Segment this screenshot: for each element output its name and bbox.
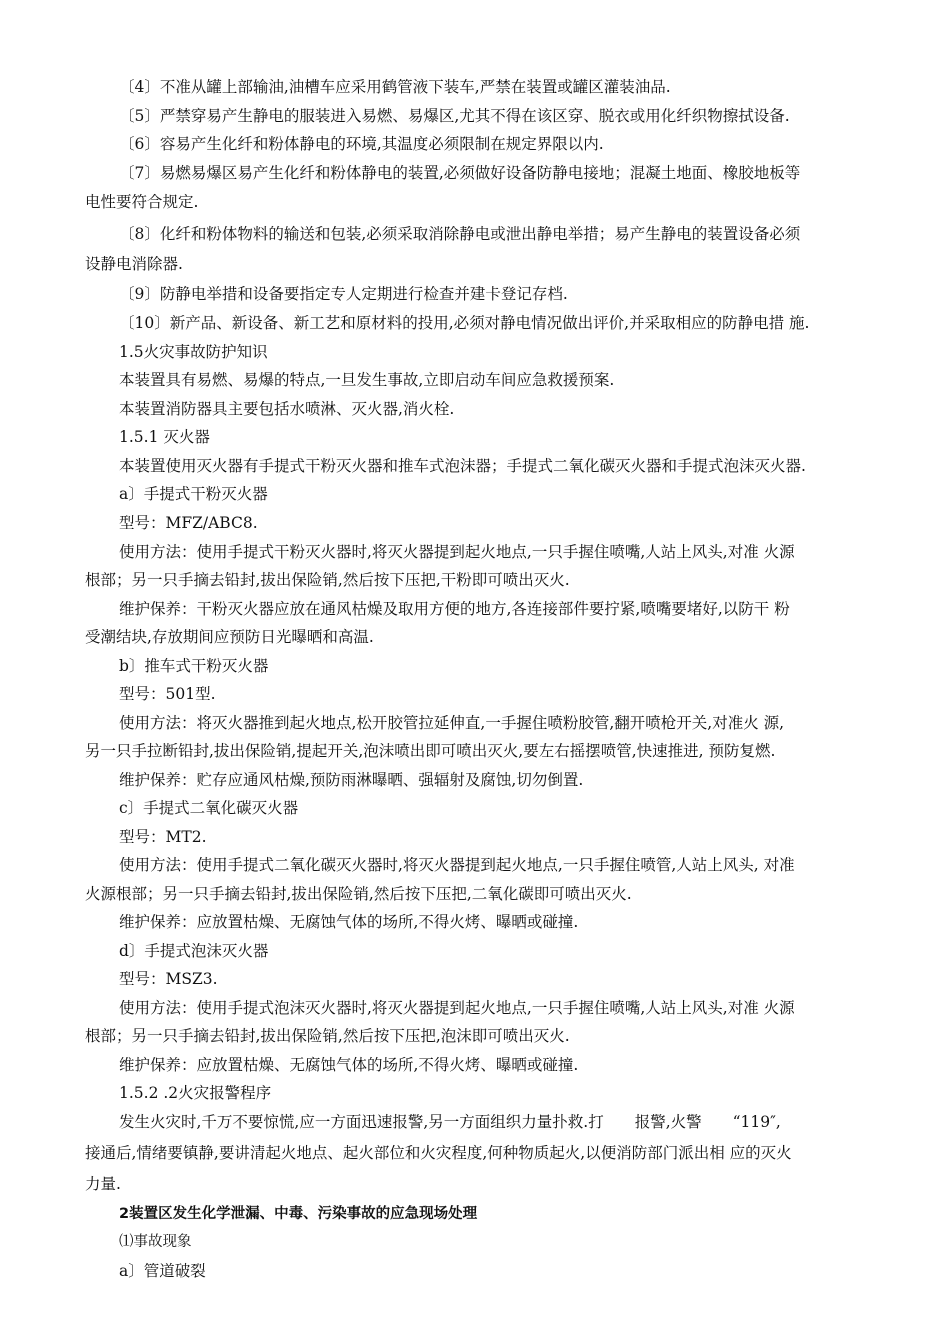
item-heading: c〕手提式二氧化碳灭火器 <box>119 799 299 817</box>
item-heading: d〕手提式泡沫灭火器 <box>119 942 269 960</box>
text-line: 力量. <box>85 1175 121 1193</box>
text-line: 维护保养：干粉灭火器应放在通风枯燥及取用方便的地方,各连接部件要拧紧,喷嘴要堵好,以防干 粉 <box>119 600 790 618</box>
text-line: 维护保养：应放置枯燥、无腐蚀气体的场所,不得火烤、曝晒或碰撞. <box>119 1056 579 1074</box>
text-line: 使用方法：使用手提式二氧化碳灭火器时,将灭火器提到起火地点,一只手握住喷管,人站上风头, 对准 <box>119 856 795 874</box>
text-line: 〔4〕不准从罐上部输油,油槽车应采用鹤管液下装车,严禁在装置或罐区灌装油品. <box>119 78 671 96</box>
text-line: 电性要符合规定. <box>85 193 199 211</box>
section-heading: 1.5.2 .2火灾报警程序 <box>119 1084 272 1102</box>
item-heading: a〕管道破裂 <box>119 1262 206 1280</box>
text-line: 型号：MT2. <box>119 828 207 846</box>
text-line: 另一只手拉断铅封,拔出保险销,提起开关,泡沫喷出即可喷出灭火,要左右摇摆喷管,快速推进, 预防复燃. <box>85 742 776 760</box>
text-line: 维护保养：贮存应通风枯燥,预防雨淋曝晒、强辐射及腐蚀,切勿倒置. <box>119 771 584 789</box>
text-line: 使用方法：将灭火器推到起火地点,松开胶管拉延伸直,一手握住喷粉胶管,翻开喷枪开关,对准火 源, <box>119 714 785 732</box>
text-line: 型号：MFZ/ABC8. <box>119 514 258 532</box>
chapter-heading: 2装置区发生化学泄漏、中毒、污染事故的应急现场处理 <box>119 1206 478 1222</box>
text-line: 〔8〕化纤和粉体物料的输送和包装,必须采取消除静电或泄出静电举措；易产生静电的装置设备必须 <box>119 225 801 243</box>
text-line: 〔5〕严禁穿易产生静电的服装进入易燃、易爆区,尤其不得在该区穿、脱衣或用化纤织物擦拭设备. <box>119 107 790 125</box>
text-line: 〔7〕易燃易爆区易产生化纤和粉体静电的装置,必须做好设备防静电接地；混凝土地面、橡胶地板等 <box>119 164 801 182</box>
text-line: 使用方法：使用手提式干粉灭火器时,将灭火器提到起火地点,一只手握住喷嘴,人站上风头,对准 火源 <box>119 543 795 561</box>
section-heading: 1.5.1 灭火器 <box>119 428 210 446</box>
text-line: 〔6〕容易产生化纤和粉体静电的环境,其温度必须限制在规定界限以内. <box>119 135 604 153</box>
text-line: 发生火灾时,千万不要惊慌,应一方面迅速报警,另一方面组织力量扑救.打 报警,火警 “119″, <box>119 1113 781 1131</box>
text-line: 火源根部；另一只手摘去铅封,拔出保险销,然后按下压把,二氧化碳即可喷出灭火. <box>85 885 632 903</box>
text-line: 接通后,情绪要镇静,要讲清起火地点、起火部位和火灾程度,何种物质起火,以便消防部门派出相 应的灭火 <box>85 1144 792 1162</box>
text-line: 型号：501型. <box>119 685 216 703</box>
subsection-heading: ⑴事故现象 <box>119 1234 192 1250</box>
text-line: 根部；另一只手摘去铅封,拔出保险销,然后按下压把,泡沫即可喷出灭火. <box>85 1027 570 1045</box>
text-line: 型号：MSZ3. <box>119 970 218 988</box>
text-line: 受潮结块,存放期间应预防日光曝晒和高温. <box>85 628 374 646</box>
text-line: 维护保养：应放置枯燥、无腐蚀气体的场所,不得火烤、曝晒或碰撞. <box>119 913 579 931</box>
text-line: 〔9〕防静电举措和设备要指定专人定期进行检查并建卡登记存档. <box>119 285 568 303</box>
item-heading: b〕推车式干粉灭火器 <box>119 657 269 675</box>
text-line: 〔10〕新产品、新设备、新工艺和原材料的投用,必须对静电情况做出评价,并采取相应的防静电措 施. <box>119 314 810 332</box>
text-line: 本装置具有易燃、易爆的特点,一旦发生事故,立即启动车间应急救援预案. <box>119 371 615 389</box>
section-heading: 1.5火灾事故防护知识 <box>119 343 268 361</box>
text-line: 本装置消防器具主要包括水喷淋、灭火器,消火栓. <box>119 400 455 418</box>
text-line: 使用方法：使用手提式泡沫灭火器时,将灭火器提到起火地点,一只手握住喷嘴,人站上风头,对准 火源 <box>119 999 795 1017</box>
text-line: 本装置使用灭火器有手提式干粉灭火器和推车式泡沫器；手提式二氧化碳灭火器和手提式泡沫灭火器. <box>119 457 806 475</box>
text-line: 根部；另一只手摘去铅封,拔出保险销,然后按下压把,干粉即可喷出灭火. <box>85 571 570 589</box>
text-line: 设静电消除器. <box>85 255 183 273</box>
item-heading: a〕手提式干粉灭火器 <box>119 485 268 503</box>
